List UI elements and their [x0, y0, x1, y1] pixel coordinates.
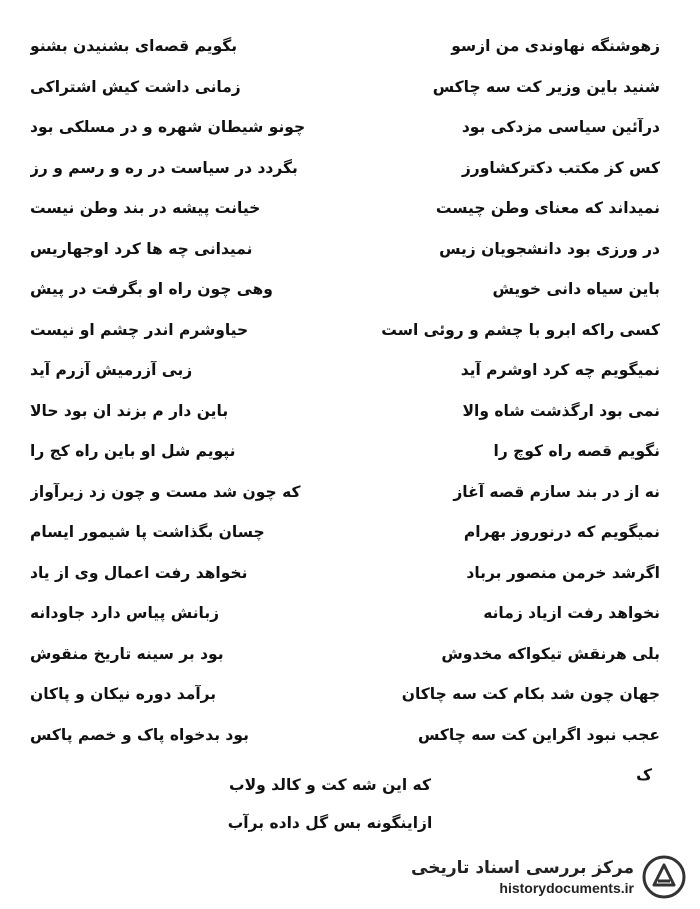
couplet — [30, 431, 670, 472]
closing-line: ازاینگونه بس گل داده برآب — [227, 814, 433, 832]
couplet — [30, 593, 670, 634]
couplet — [30, 67, 670, 108]
first-hemistich: عجب نبود اگراین کت سه چاکس — [418, 725, 660, 744]
second-hemistich: بگردد در سیاست در ره و رسم و رز — [30, 158, 298, 177]
couplet — [30, 269, 670, 310]
first-hemistich: نگویم قصه راه کوچ را — [493, 442, 660, 461]
second-hemistich: که چون شد مست و چون زد زیرآواز — [30, 482, 301, 501]
watermark-text — [411, 857, 634, 897]
first-hemistich: نمیداند که معنای وطن چیست — [435, 199, 660, 218]
first-hemistich: نمی بود ارگذشت شاه والا — [462, 401, 660, 420]
watermark — [411, 855, 686, 899]
second-hemistich: زبی آزرمیش آزرم آید — [30, 361, 193, 380]
couplet — [30, 350, 670, 391]
second-hemistich: چسان بگذاشت پا شیمور ایسام — [30, 523, 265, 542]
second-hemistich: بود بر سینه تاریخ منقوش — [30, 644, 224, 663]
second-hemistich: زبانش پیاس دارد جاودانه — [30, 604, 220, 623]
second-hemistich: وهی چون راه او بگرفت در پیش — [30, 280, 273, 299]
second-hemistich: زمانی داشت کیش اشتراکی — [30, 77, 241, 96]
couplet — [30, 472, 670, 513]
closing-line: که این شه کت و کالد ولاب — [229, 776, 431, 794]
second-hemistich: باین دار م بزند ان بود حالا — [30, 401, 229, 420]
couplet — [30, 512, 670, 553]
document-emblem-icon — [642, 855, 686, 899]
poem-body — [30, 26, 670, 755]
first-hemistich: نمیگویم که درنوروز بهرام — [463, 523, 660, 542]
first-hemistich: کس کز مکتب دکترکشاورز — [461, 158, 660, 177]
second-hemistich: نمیدانی چه ها کرد اوجهاریس — [30, 239, 253, 258]
second-hemistich: حیاوشرم اندر چشم او نیست — [30, 320, 249, 339]
first-hemistich: زهوشنگه نهاوندی من ازسو — [451, 37, 660, 56]
second-hemistich: نخواهد رفت اعمال وی از یاد — [30, 563, 248, 582]
couplet — [30, 188, 670, 229]
couplet — [30, 674, 670, 715]
first-hemistich: جهان چون شد بکام کت سه چاکان — [401, 685, 660, 704]
couplet — [30, 391, 670, 432]
first-hemistich: درآئین سیاسی مزدکی بود — [461, 118, 660, 137]
couplet — [30, 148, 670, 189]
first-hemistich: بلی هرنقش تیکواکه مخدوش — [441, 644, 660, 663]
watermark-title-fa: مرکز بررسی اسناد تاریخی — [411, 857, 634, 878]
second-hemistich: نپویم شل او باین راه کج را — [30, 442, 236, 461]
second-hemistich: چونو شیطان شهره و در مسلکی بود — [30, 118, 306, 137]
couplet — [30, 310, 670, 351]
second-hemistich: خیانت پیشه در بند وطن نیست — [30, 199, 261, 218]
couplet — [30, 634, 670, 675]
couplet — [30, 229, 670, 270]
second-hemistich: بگویم قصه‌ای بشنیدن بشنو — [30, 37, 238, 56]
closing-couplet — [160, 766, 500, 842]
first-hemistich: نمیگویم چه کرد اوشرم آید — [460, 361, 660, 380]
watermark-url: historydocuments.ir — [499, 879, 634, 896]
couplet — [30, 107, 670, 148]
first-hemistich: شنید باین وزیر کت سه چاکس — [432, 77, 660, 96]
couplet — [30, 553, 670, 594]
couplet — [30, 715, 670, 756]
first-hemistich: باین سیاه دانی خویش — [492, 280, 660, 299]
second-hemistich: برآمد دوره نیکان و پاکان — [30, 685, 217, 704]
stray-letter: ک — [636, 766, 652, 784]
first-hemistich: نخواهد رفت ازیاد زمانه — [483, 604, 660, 623]
second-hemistich: بود بدخواه پاک و خصم پاکس — [30, 725, 249, 744]
couplet — [30, 26, 670, 67]
first-hemistich: در ورزی بود دانشجویان زیس — [439, 239, 660, 258]
first-hemistich: اگرشد خرمن منصور برباد — [466, 563, 660, 582]
first-hemistich: نه از در بند سازم قصه آغاز — [453, 482, 660, 501]
first-hemistich: کسی راکه ابرو با چشم و روئی است — [381, 320, 660, 339]
